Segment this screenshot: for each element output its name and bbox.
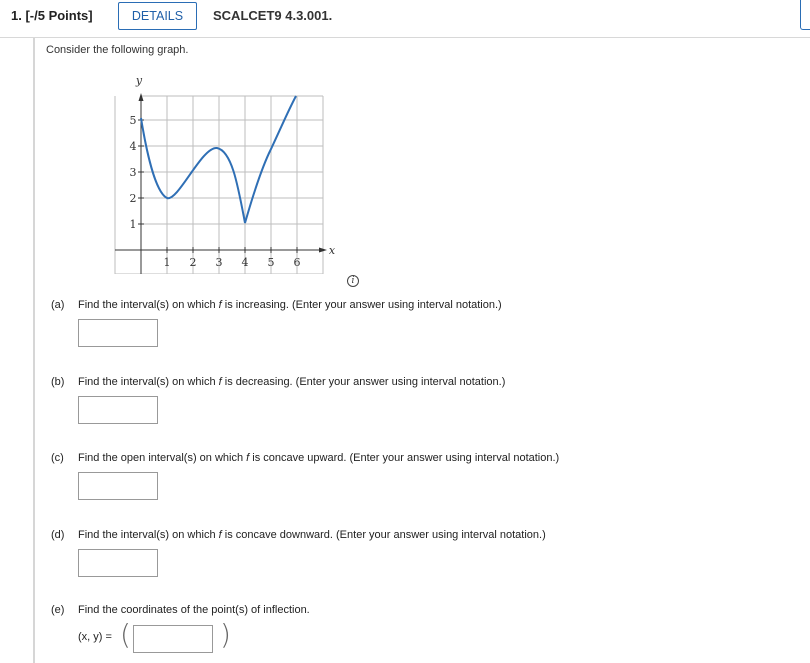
question-b [51, 376, 505, 388]
x-axis-label: x [328, 244, 336, 257]
question-text: Find the interval(s) on which [78, 299, 219, 311]
function-symbol: f [218, 529, 222, 541]
close-paren: ) [220, 618, 231, 651]
y-axis-label: y [135, 74, 143, 87]
xy-label: (x, y) = [78, 631, 112, 643]
question-left-border [33, 38, 35, 663]
question-letter: (e) [51, 604, 65, 616]
x-tick-label: 4 [241, 256, 249, 269]
function-symbol: f [246, 452, 250, 464]
question-text: is increasing. (Enter your answer using interval notation.) [221, 299, 502, 311]
y-tick-label: 2 [129, 192, 137, 205]
question-text: Find the interval(s) on which [78, 529, 219, 541]
x-tick-label: 5 [267, 256, 275, 269]
question-header [0, 0, 810, 38]
answer-d-input[interactable] [78, 549, 158, 577]
y-tick-label: 4 [129, 140, 137, 153]
x-tick-label: 2 [189, 256, 197, 269]
question-source: SCALCET9 4.3.001. [213, 8, 333, 23]
question-e [51, 604, 310, 616]
question-text: is concave downward. (Enter your answer using interval notation.) [221, 529, 546, 541]
question-text: Find the interval(s) on which [78, 376, 219, 388]
answer-a-input[interactable] [78, 319, 158, 347]
question-text: is decreasing. (Enter your answer using interval notation.) [221, 376, 506, 388]
header-corner-tab [800, 0, 810, 30]
y-axis-arrow [139, 93, 144, 101]
answer-e-input[interactable] [133, 625, 213, 653]
question-text: Find the open interval(s) on which [78, 452, 247, 464]
answer-b-input[interactable] [78, 396, 158, 424]
question-points: 1. [-/5 Points] [11, 8, 93, 23]
question-text: is concave upward. (Enter your answer using interval notation.) [249, 452, 560, 464]
question-letter: (d) [51, 529, 65, 541]
x-tick-label: 3 [215, 256, 223, 269]
question-letter: (a) [51, 299, 65, 311]
open-paren: ( [120, 618, 131, 651]
function-symbol: f [218, 299, 222, 311]
y-tick-label: 5 [129, 114, 137, 127]
intro-text: Consider the following graph. [46, 44, 189, 56]
question-c [51, 452, 559, 464]
x-tick-label: 6 [293, 256, 301, 269]
info-icon[interactable]: i [347, 275, 359, 287]
question-letter: (c) [51, 452, 64, 464]
question-a [51, 299, 502, 311]
answer-c-input[interactable] [78, 472, 158, 500]
question-letter: (b) [51, 376, 65, 388]
y-tick-label: 1 [129, 218, 137, 231]
function-symbol: f [218, 376, 222, 388]
x-tick-label: 1 [163, 256, 171, 269]
details-button[interactable]: DETAILS [118, 2, 197, 30]
question-d [51, 529, 546, 541]
function-graph [100, 74, 340, 274]
y-tick-label: 3 [129, 166, 137, 179]
question-text: Find the coordinates of the point(s) of inflection. [78, 604, 310, 616]
